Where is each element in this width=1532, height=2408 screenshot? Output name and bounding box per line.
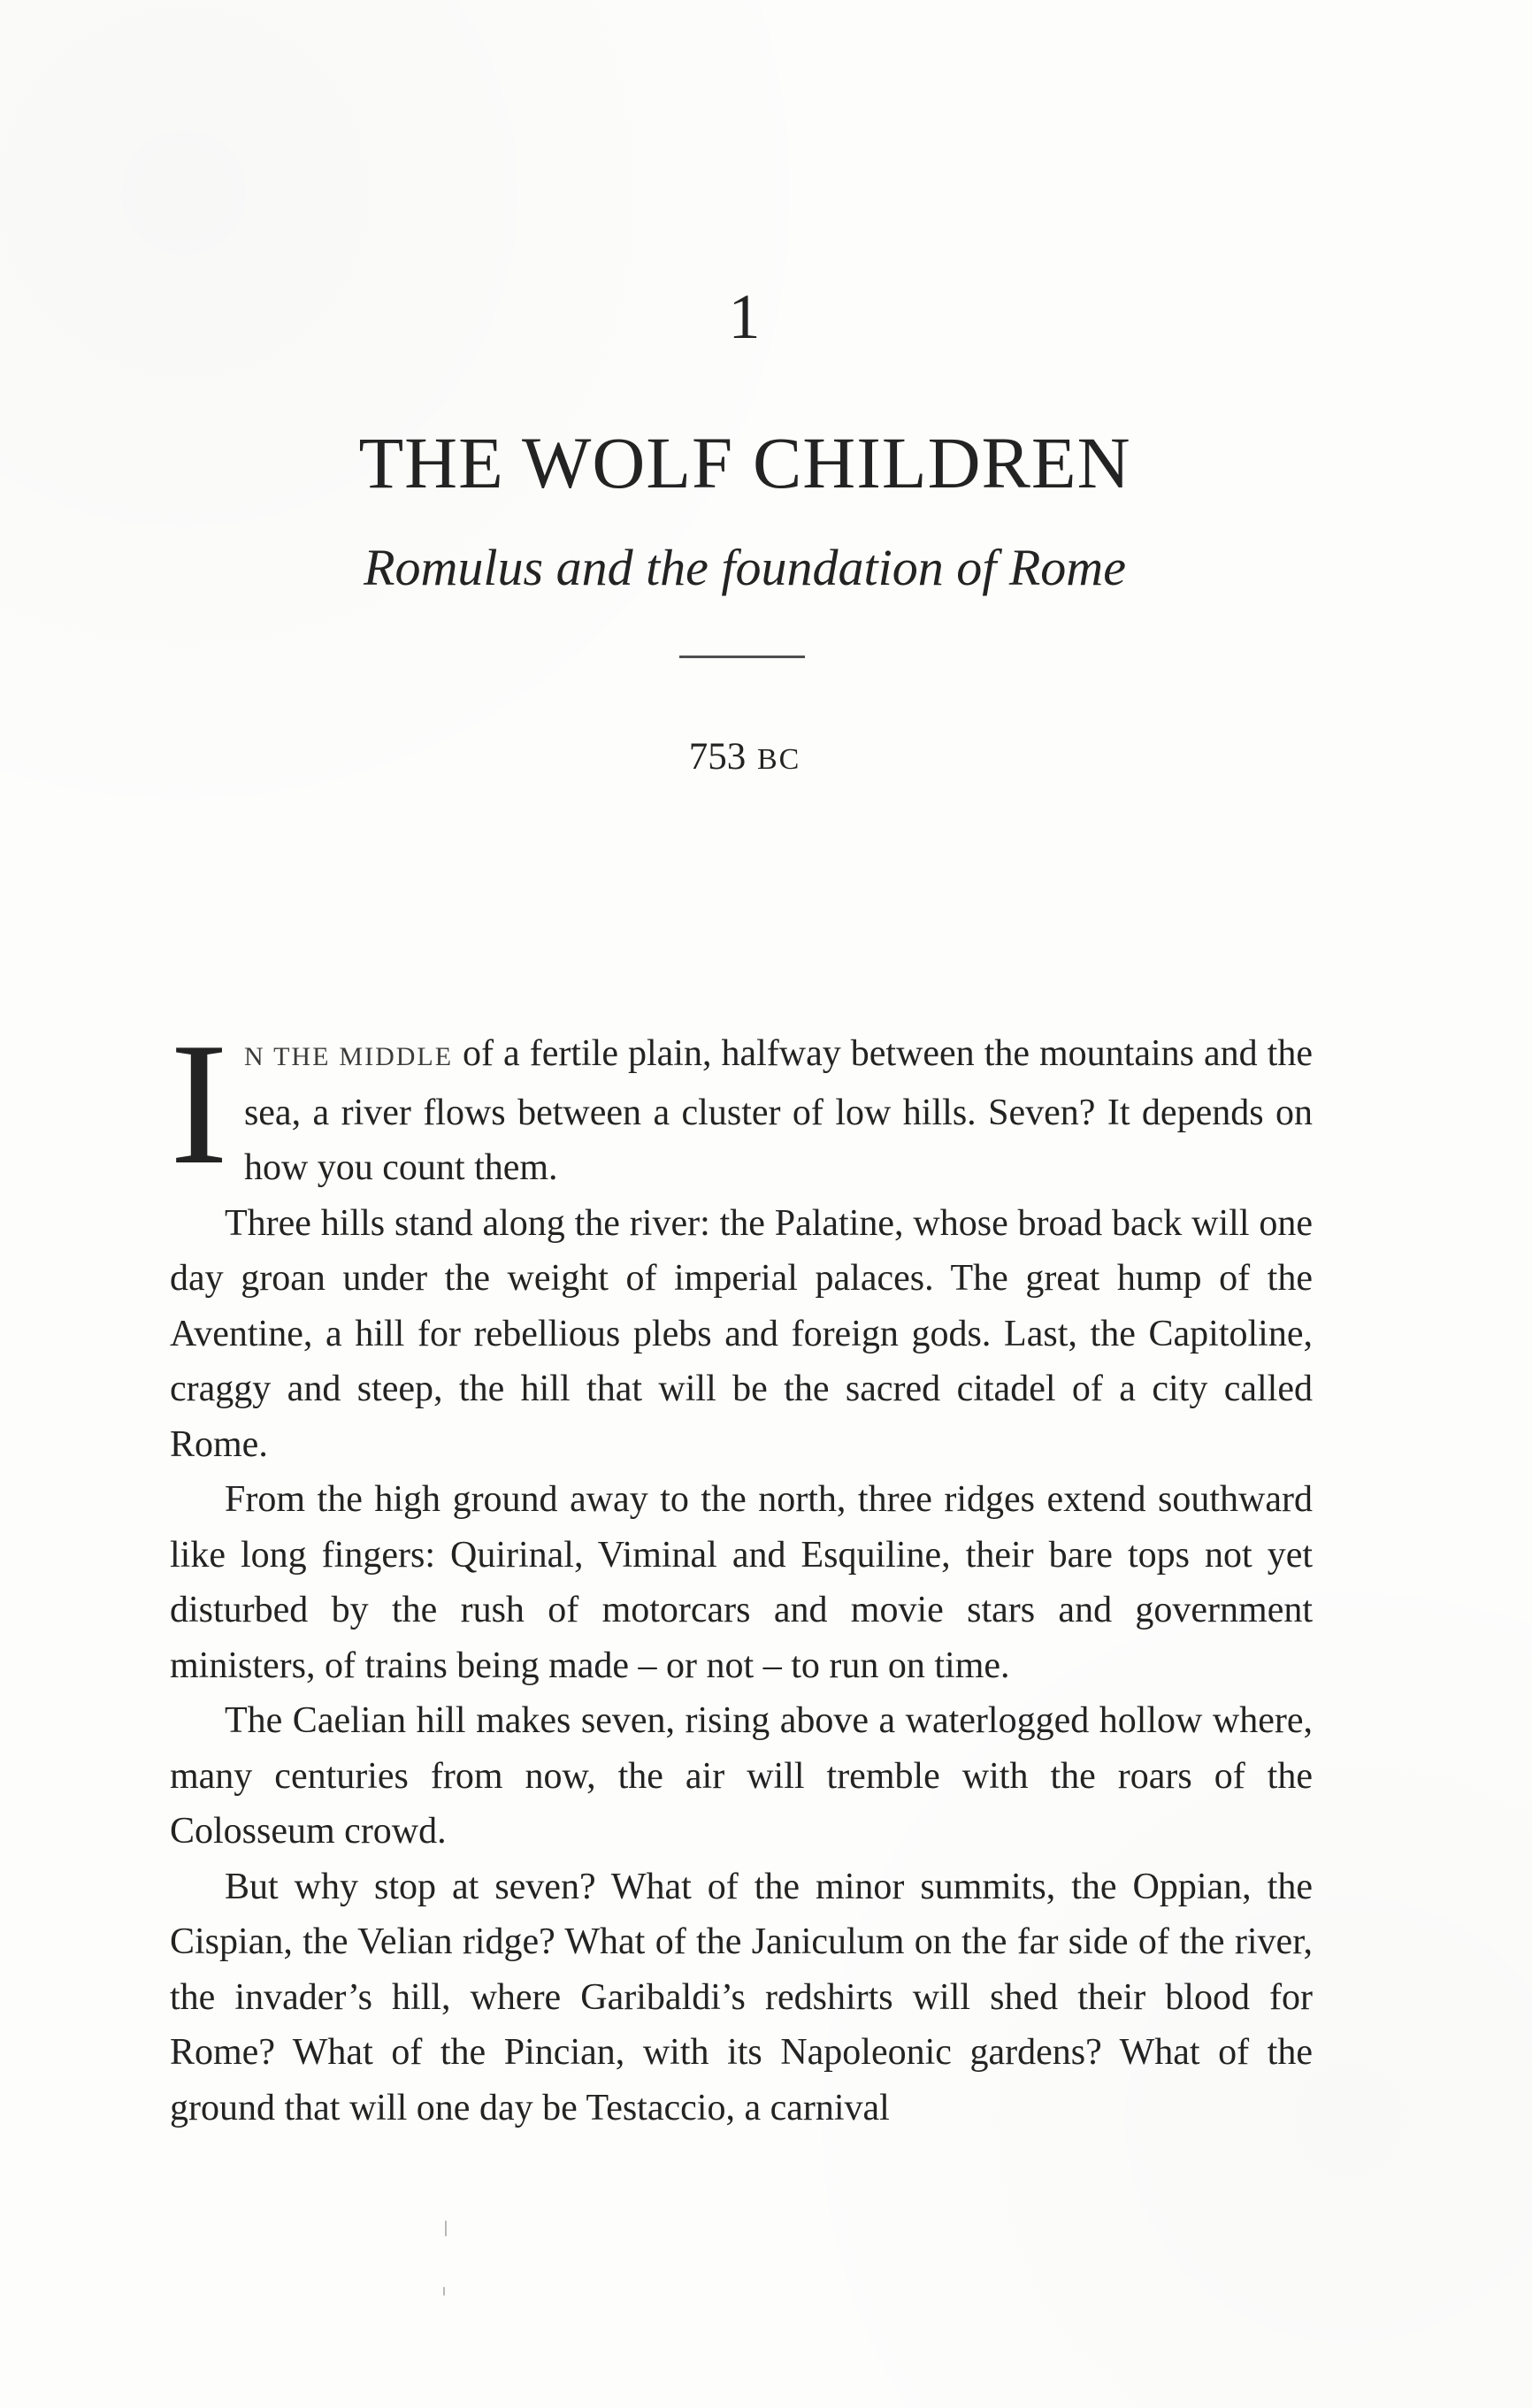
opening-small-caps: N THE MIDDLE — [243, 1042, 454, 1071]
chapter-date — [0, 738, 1490, 776]
chapter-title: THE WOLF CHILDREN — [358, 422, 1131, 503]
scan-speck — [443, 2287, 445, 2296]
chapter-body — [170, 1026, 1313, 2362]
opening-text: of a fertile plain, halfway between the mountains and the sea, a river flows between a cluster of low hills. Seven? It depends on how you count them. — [243, 1033, 1313, 1188]
paragraph-caelian-hill: The Caelian hill makes seven, rising above a waterlogged hollow where, many centuries from now, the air will tremble with the roars of the Colosseum crowd. — [170, 1700, 1313, 1852]
paragraph-northern-ridges: From the high ground away to the north, three ridges extend southward like long fingers: Quirinal, Viminal and Esquiline, their bare tops not yet disturbed by the rush of motorcars and movie stars and government ministers, of trains being made – or not – to run on time. — [170, 1479, 1313, 1686]
title-divider — [679, 656, 805, 658]
scan-speck — [445, 2220, 447, 2236]
date-era: BC — [756, 743, 801, 776]
chapter-number: 1 — [728, 281, 762, 352]
paragraph-minor-summits: But why stop at seven? What of the minor summits, the Oppian, the Cispian, the Velian ridge? What of the Janiculum on the far side of the river, the invader’s hill, where Garibaldi’s redshirts will shed their blood for Rome? What of the Pincian, with its Napoleonic gardens? What of the ground that will one day be Testaccio, a carnival — [170, 1866, 1313, 2128]
drop-cap: I — [170, 1026, 228, 1200]
chapter-subtitle: Romulus and the foundation of Rome — [364, 539, 1126, 596]
paragraph-hills-along-river: Three hills stand along the river: the Palatine, whose broad back will one day groan under the weight of imperial palaces. The great hump of the Aventine, a hill for rebellious plebs and foreign gods. Last, the Capitoline, craggy and steep, the hill that will be the sacred citadel of a city called Rome. — [170, 1202, 1313, 1465]
opening-paragraph — [170, 1026, 1313, 1200]
date-number: 753 — [688, 736, 747, 778]
